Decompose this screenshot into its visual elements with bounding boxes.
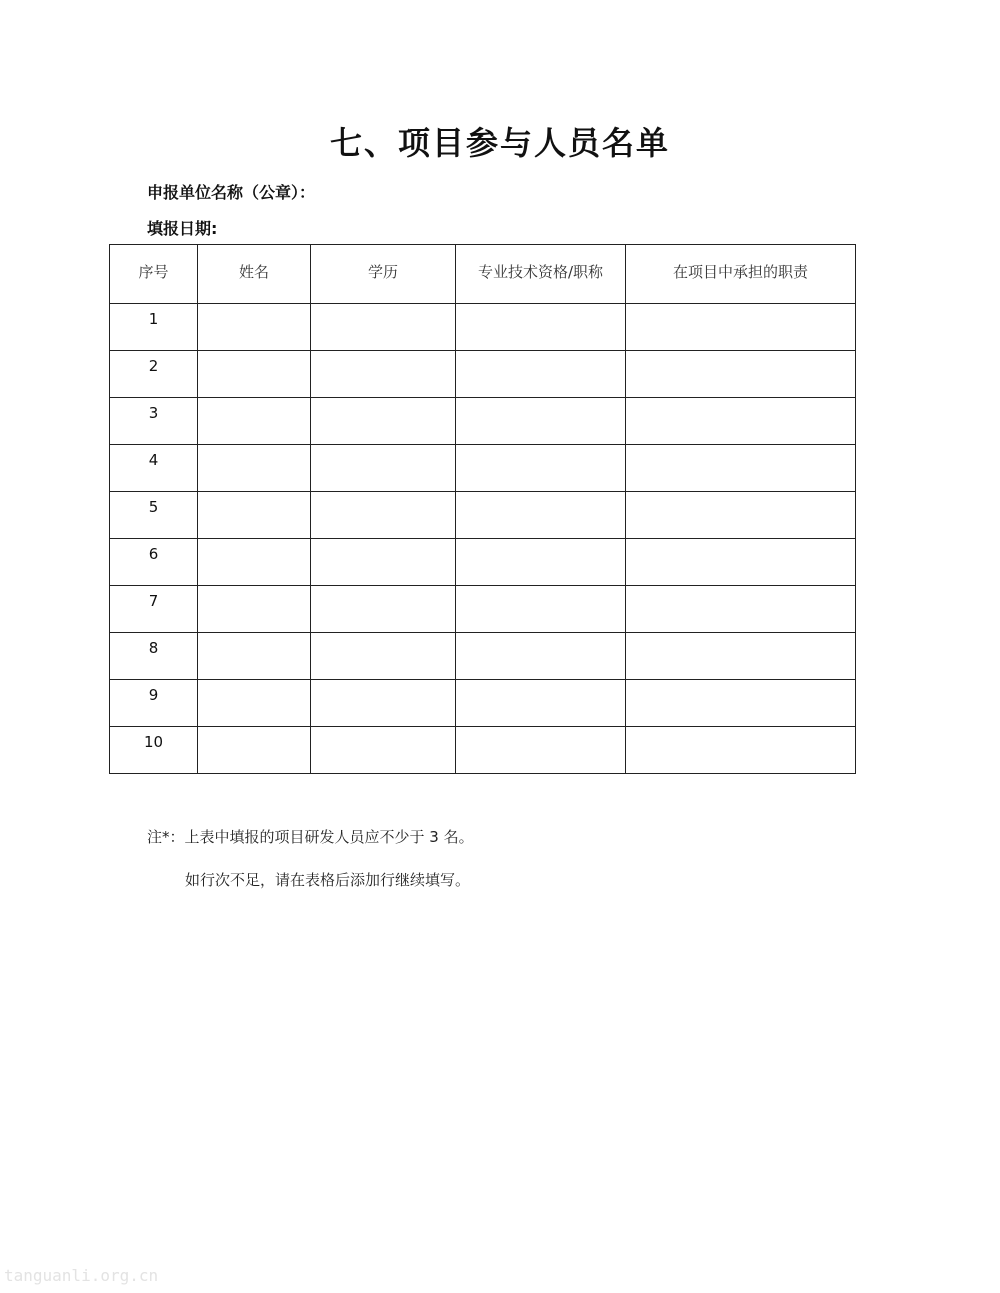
cell-seq: 8 <box>110 633 198 680</box>
cell-education[interactable] <box>311 539 456 586</box>
cell-qualification[interactable] <box>456 539 626 586</box>
cell-qualification[interactable] <box>456 586 626 633</box>
cell-qualification[interactable] <box>456 680 626 727</box>
fill-date-label: 填报日期: <box>147 219 218 238</box>
cell-education[interactable] <box>311 445 456 492</box>
cell-duty[interactable] <box>626 586 856 633</box>
cell-education[interactable] <box>311 351 456 398</box>
note-add-rows: 如行次不足，请在表格后添加行继续填写。 <box>185 871 471 889</box>
cell-education[interactable] <box>311 727 456 774</box>
cell-qualification[interactable] <box>456 351 626 398</box>
cell-name[interactable] <box>198 304 311 351</box>
cell-duty[interactable] <box>626 727 856 774</box>
cell-name[interactable] <box>198 539 311 586</box>
table-header-row <box>110 245 856 304</box>
cell-qualification[interactable] <box>456 727 626 774</box>
cell-qualification[interactable] <box>456 633 626 680</box>
cell-name[interactable] <box>198 492 311 539</box>
cell-education[interactable] <box>311 304 456 351</box>
table-row <box>110 633 856 680</box>
table-row <box>110 492 856 539</box>
cell-seq: 4 <box>110 445 198 492</box>
cell-qualification[interactable] <box>456 492 626 539</box>
cell-seq: 9 <box>110 680 198 727</box>
cell-seq: 2 <box>110 351 198 398</box>
cell-seq: 3 <box>110 398 198 445</box>
header-duty: 在项目中承担的职责 <box>626 245 856 304</box>
cell-education[interactable] <box>311 586 456 633</box>
cell-education[interactable] <box>311 492 456 539</box>
cell-name[interactable] <box>198 445 311 492</box>
cell-duty[interactable] <box>626 304 856 351</box>
cell-duty[interactable] <box>626 633 856 680</box>
cell-education[interactable] <box>311 398 456 445</box>
header-qualification: 专业技术资格/职称 <box>456 245 626 304</box>
table-row <box>110 680 856 727</box>
cell-qualification[interactable] <box>456 304 626 351</box>
cell-duty[interactable] <box>626 445 856 492</box>
cell-qualification[interactable] <box>456 445 626 492</box>
cell-name[interactable] <box>198 680 311 727</box>
cell-seq: 1 <box>110 304 198 351</box>
watermark: tanguanli.org.cn <box>4 1266 159 1285</box>
cell-name[interactable] <box>198 633 311 680</box>
cell-seq: 5 <box>110 492 198 539</box>
header-seq: 序号 <box>110 245 198 304</box>
cell-education[interactable] <box>311 680 456 727</box>
cell-education[interactable] <box>311 633 456 680</box>
note-minimum-personnel: 注*：上表中填报的项目研发人员应不少于 3 名。 <box>147 828 474 846</box>
cell-seq: 10 <box>110 727 198 774</box>
cell-duty[interactable] <box>626 398 856 445</box>
table-row <box>110 539 856 586</box>
personnel-table <box>109 244 856 774</box>
header-education: 学历 <box>311 245 456 304</box>
cell-duty[interactable] <box>626 539 856 586</box>
table-row <box>110 727 856 774</box>
cell-duty[interactable] <box>626 351 856 398</box>
applicant-unit-label: 申报单位名称（公章）： <box>147 183 316 202</box>
table-row <box>110 304 856 351</box>
cell-seq: 7 <box>110 586 198 633</box>
cell-seq: 6 <box>110 539 198 586</box>
cell-name[interactable] <box>198 727 311 774</box>
table-row <box>110 445 856 492</box>
cell-qualification[interactable] <box>456 398 626 445</box>
table-row <box>110 351 856 398</box>
table-row <box>110 586 856 633</box>
page-title: 七、项目参与人员名单 <box>329 124 670 162</box>
cell-name[interactable] <box>198 398 311 445</box>
cell-name[interactable] <box>198 351 311 398</box>
cell-duty[interactable] <box>626 680 856 727</box>
header-name: 姓名 <box>198 245 311 304</box>
cell-duty[interactable] <box>626 492 856 539</box>
cell-name[interactable] <box>198 586 311 633</box>
table-row <box>110 398 856 445</box>
